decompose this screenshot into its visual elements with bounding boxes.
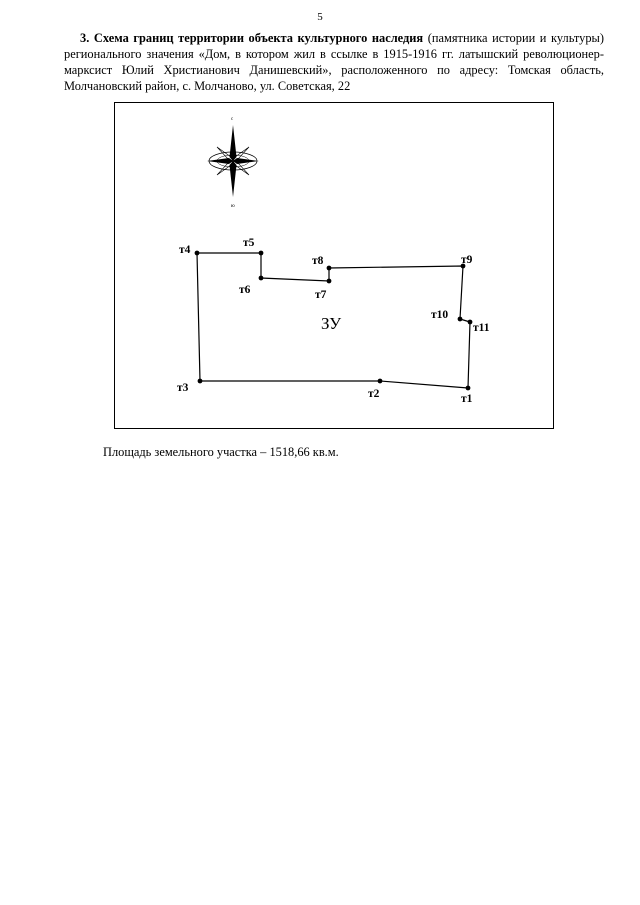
compass-south-letter: ю [231,204,235,209]
zone-label: ЗУ [321,314,342,333]
point-marker-t10 [458,317,463,322]
point-label-t9: т9 [461,254,473,266]
point-label-t4: т4 [179,244,191,256]
point-label-t2: т2 [368,388,380,400]
page-number: 5 [317,11,323,23]
point-marker-t8 [327,266,332,271]
point-label-t5: т5 [243,237,255,249]
point-marker-t1 [466,386,471,391]
boundary-scheme-svg [115,103,555,430]
point-marker-t4 [195,251,200,256]
point-marker-t11 [468,320,473,325]
heading-number: 3. [80,31,90,45]
point-marker-t3 [198,379,203,384]
point-label-t6: т6 [239,284,251,296]
compass-rose-icon [207,117,259,209]
point-marker-t2 [378,379,383,384]
point-label-t8: т8 [312,255,324,267]
compass-north-letter: с [231,117,234,122]
point-marker-t5 [259,251,264,256]
point-marker-t7 [327,279,332,284]
heading-text: (памятника истории и культуры) регионального значения «Дом, в котором жил в ссылке в 1915-1916 гг. латышский революционер-марксист Юлий Христианович Данишевский», расположенного по адресу: Томская область, Молчановский район, с. Молчаново, ул. Советская, 22 [64,31,605,93]
point-label-t10: т10 [431,309,449,321]
point-label-t11: т11 [473,322,490,334]
section-heading [64,30,604,94]
area-note: Площадь земельного участка – 1518,66 кв.м. [103,445,339,459]
boundary-scheme [114,102,554,429]
point-label-t1: т1 [461,393,473,405]
point-label-t3: т3 [177,382,189,394]
point-label-t7: т7 [315,289,327,301]
heading-bold [64,31,423,45]
point-marker-t6 [259,276,264,281]
heading-bold-text: Схема границ территории объекта культурного наследия [93,31,424,45]
